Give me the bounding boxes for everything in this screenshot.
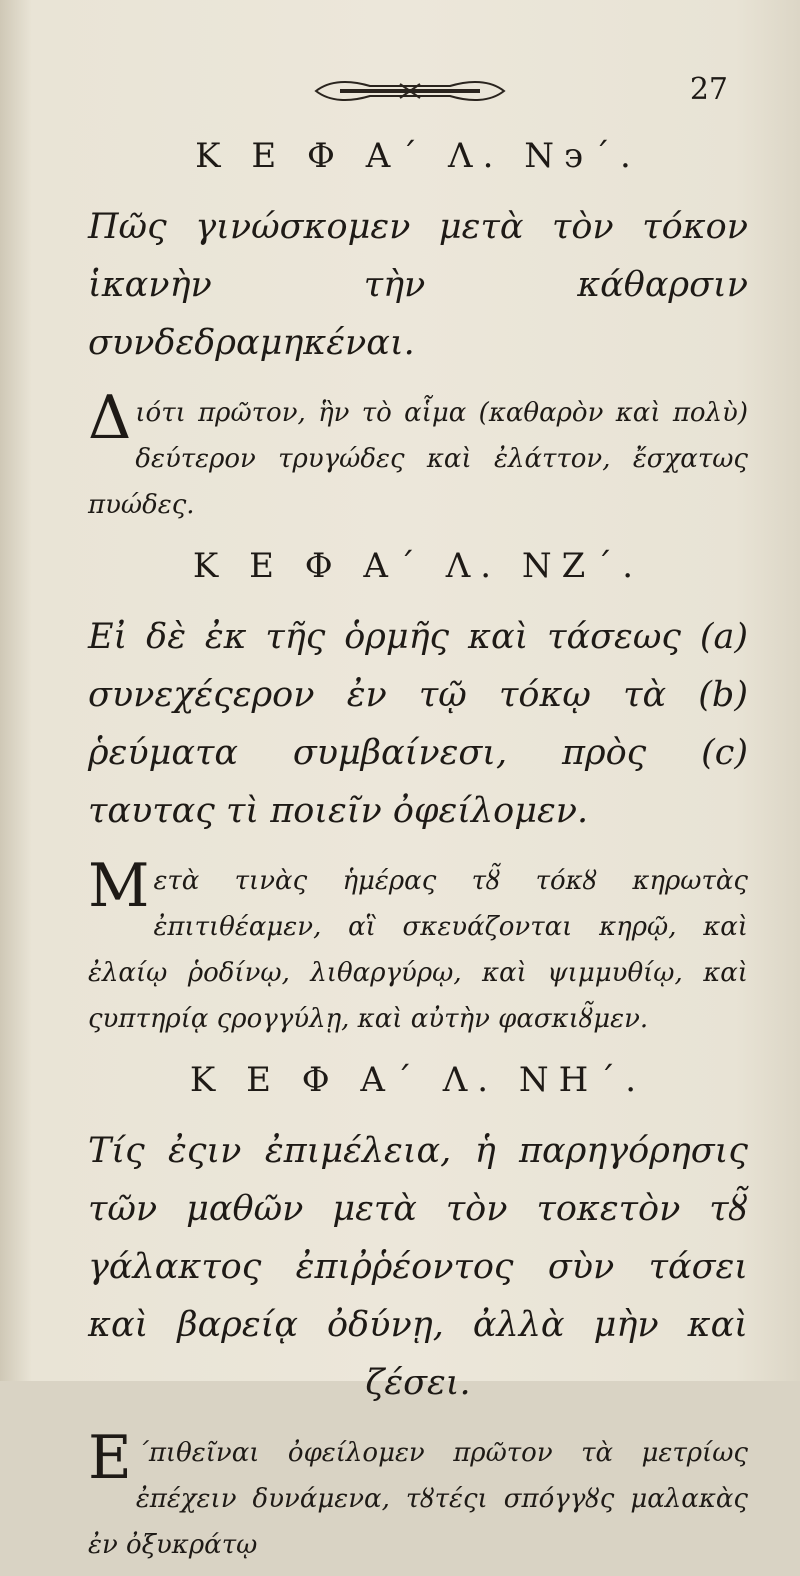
chapter-question: Εἰ δὲ ἐκ τῆς ὁρμῆς καὶ τάσεως (a) συνεχέςερον ἐν τῷ τόκῳ τὰ (b) ῥεύματα συμβαίνεσι, πρὸς (c) ταυτας τὶ ποιεῖν ὀφείλομεν.: [88, 617, 748, 831]
drop-cap: Δ: [88, 383, 132, 453]
answer-text: ετὰ τινὰς ἡμέρας τȣ̃ τόκȣ κηρωτὰς ἐπιτιθέαμεν, αἳ σκευάζονται κηρῷ, καὶ ἐλαίῳ ῥοδίνῳ, λιθαργύρῳ, καὶ ψιμμυθίῳ, καὶ ςυπτηρίᾳ ςρογγύλῃ, καὶ αὐτὴν φασκιȣ̃μεν.: [88, 866, 748, 1034]
chapter-answer: [88, 851, 748, 1042]
answer-text: ΄πιθεῖναι ὀφείλομεν πρῶτον τὰ μετρίως ἐπέχειν δυνάμενα, τȣτέςι σπόγγȣς μαλακὰς ἐν ὀξυκράτῳ: [88, 1438, 748, 1560]
chapter-section: [88, 136, 748, 528]
chapter-answer: [88, 383, 748, 528]
chapter-question: Πῶς γινώσκομεν μετὰ τὸν τόκον ἱκανὴν τὴν κάθαρσιν συνδεδραμηκέναι.: [88, 207, 748, 363]
drop-cap: Ε: [88, 1423, 132, 1493]
chapter-section: [88, 546, 748, 1042]
page-number: 27: [689, 72, 728, 107]
page-body: [88, 118, 748, 1576]
chapter-heading: Κ Ε Φ Α΄ Λ. ΝΗ΄.: [189, 1060, 647, 1100]
chapter-section: [88, 1060, 748, 1568]
chapter-answer: [88, 1423, 748, 1568]
decorative-rule-ornament-icon: [310, 78, 510, 104]
chapter-question: Τίς ἐςιν ἐπιμέλεια, ἡ παρηγόρησις τῶν μαθῶν μετὰ τὸν τοκετὸν τȣ̃ γάλακτος ἐπιῤῥέοντος σὺν τάσει καὶ βαρείᾳ ὀδύνῃ, ἀλλὰ μὴν καὶ ζέσει.: [88, 1131, 748, 1403]
drop-cap: Μ: [88, 851, 150, 921]
chapter-heading: Κ Ε Φ Α΄ Λ. ΝΖ΄.: [192, 546, 644, 586]
page-header: [0, 72, 800, 112]
answer-text: ιότι πρῶτον, ἣν τὸ αἷμα (καθαρὸν καὶ πολὺ) δεύτερον τρυγώδες καὶ ἐλάττον, ἔσχατως πυώδες.: [88, 398, 748, 520]
chapter-heading: Κ Ε Φ Α΄ Λ. Ν϶΄.: [195, 136, 641, 176]
